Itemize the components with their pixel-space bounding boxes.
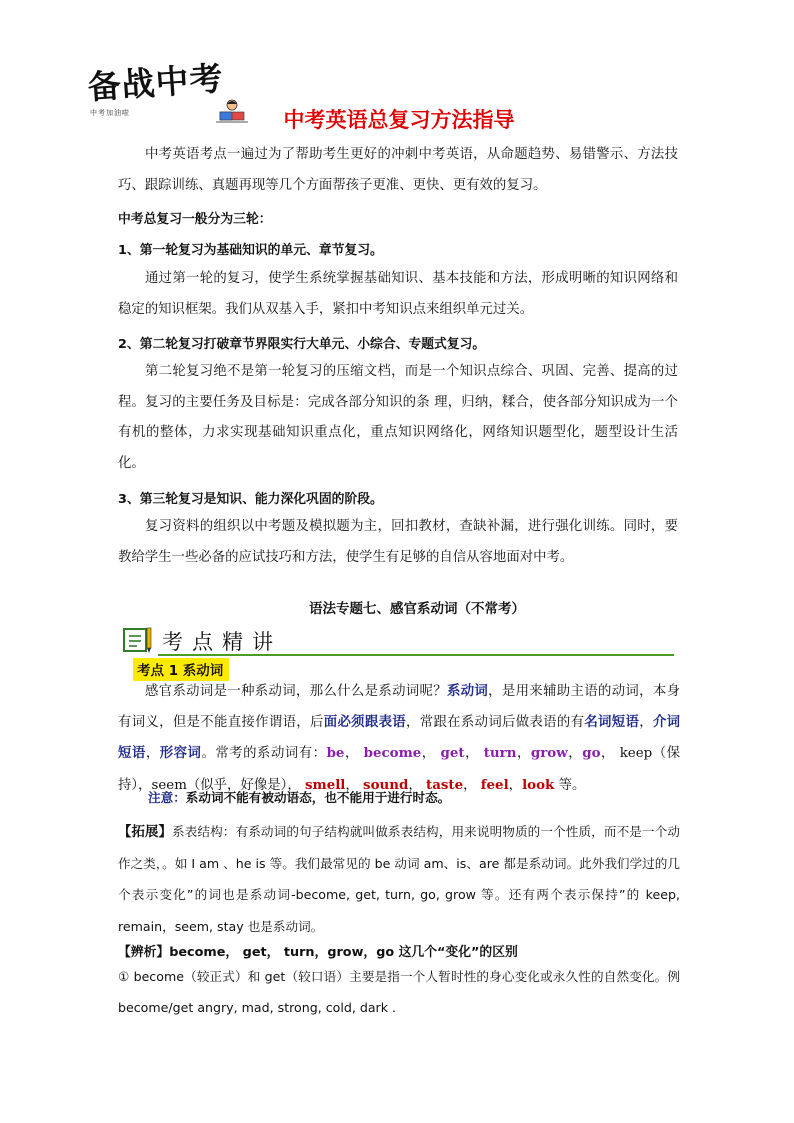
tuozhan-label: 【拓展】 [118, 825, 172, 840]
text-run: 感官系动词是一种系动词，那么什么是系动词呢？ [145, 684, 447, 699]
round-1-body: 通过第一轮的复习，使学生系统掌握基础知识、基本技能和方法，形成明晰的知识网络和稳定的知识框架。我们从双基入手，紧扣中考知识点来组织单元过关。 [118, 271, 678, 317]
term-adjective: 形容词 [159, 746, 202, 761]
round-3-body: 复习资料的组织以中考题及模拟题为主，回扣教材，查缺补漏，进行强化训练。同时，要教给学生一些必备的应试技巧和方法，使学生有足够的自信从容地面对中考。 [118, 519, 678, 565]
tuozhan-paragraph [118, 817, 680, 943]
document-title: 中考英语总复习方法指导 [283, 108, 515, 132]
round-2-body: 第二轮复习绝不是第一轮复习的压缩文档，而是一个知识点综合、巩固、完善、提高的过程。复习的主要任务及目标是：完成各部分知识的条 理，归纳，糅合，使各部分知识成为一个有机的整体，力求实现基础知识重点化，重点知识网络化，网络知识题型化，题型设计生活化。 [118, 364, 678, 471]
term-prep-phrase: 介词短语 [118, 714, 681, 761]
term-noun-phrase: 名词短语 [584, 714, 640, 730]
kaodian-banner-text: 考点精讲 [162, 630, 282, 654]
verb-grow: grow [530, 745, 568, 761]
verb-smell: smell [304, 776, 346, 793]
item-1: ① become（较正式）和 get（较口语）主要是指一个人暂时性的身心变化或永久性的自然变化。例 become/get angry, mad, strong, cold, dark . [118, 969, 680, 1015]
text-run: 。常考的系动词有： [201, 746, 327, 761]
verb-feel: feel [480, 776, 509, 793]
kaodian-label: 考点 1 系动词 [133, 658, 229, 681]
rounds-heading: 中考总复习一般分为三轮： [118, 212, 272, 227]
text-run: keep（保持），seem（似乎，好像是）， [118, 746, 681, 793]
note-label: 注意： [148, 790, 186, 805]
bianxi-text: become， get， turn，grow，go 这几个“变化”的区别 [169, 945, 518, 960]
text-run: ，是用来辅助主语的动词，本身有词义，但是不能直接作谓语，后 [118, 684, 681, 730]
verb-become: become [363, 745, 422, 761]
term-linking-verb: 系动词 [446, 684, 489, 699]
book-icon [122, 626, 154, 654]
text-run: 等。 [558, 777, 586, 793]
verb-sound: sound [363, 776, 409, 793]
round-3-heading: 3、第三轮复习是知识、能力深化巩固的阶段。 [118, 492, 383, 507]
verb-go: go [582, 745, 601, 761]
round-1-heading: 1、第一轮复习为基础知识的单元、章节复习。 [118, 243, 383, 258]
logo-subtitle: 中考加油啦 [90, 109, 130, 117]
verb-taste: taste [426, 776, 464, 793]
logo-text: 备战中考 [86, 58, 225, 107]
intro-paragraph: 中考英语考点一遍过为了帮助考生更好的冲刺中考英语，从命题趋势、易错警示、方法技巧、跟踪训练、真题再现等几个方面帮孩子更准、更快、更有效的复习。 [118, 147, 678, 193]
verb-be: be [326, 745, 345, 761]
round-2-heading: 2、第二轮复习打破章节界限实行大单元、小综合、专题式复习。 [118, 337, 486, 352]
verb-get: get [440, 745, 465, 761]
kaodian-banner [122, 626, 674, 656]
text-run: ， [639, 714, 653, 730]
linking-verb-paragraph: 感官系动词是一种系动词，那么什么是系动词呢？系动词，是用来辅助主语的动词，本身有词义，但是不能直接作谓语，后面必须跟表语，常跟在系动词后做表语的有名词短语，介词短语，形容词。常考的系动词有：be， become， get， turn，grow，go， keep（保持），seem（似乎，好像是）， smell， sound， taste， feel，look 等。 [118, 684, 681, 793]
bianxi-heading [118, 941, 518, 960]
verb-turn: turn [483, 745, 517, 761]
verb-look: look [522, 776, 555, 793]
tuozhan-text: 系表结构：有系动词的句子结构就叫做系表结构，用来说明物质的一个性质，而不是一个动作之类，。如 I am 、he is 等。我们最常见的 be 动词 am、is、are 都是系动词。此外我们学过的几个表示变化”的词也是系动词-become, get, turn, go, grow 等。还有两个表示保持”的 keep, remain，seem, stay 也是系动词。 [118, 824, 681, 934]
note [148, 787, 450, 806]
banner-underline [158, 654, 674, 656]
note-text: 系动词不能有被动语态，也不能用于进行时态。 [185, 790, 451, 805]
text-run: ， [145, 746, 160, 761]
section-title: 语法专题七、感官系动词（不常考） [309, 601, 525, 617]
bianxi-label: 【辨析】 [118, 945, 170, 960]
text-run: ，常跟在系动词后做表语的有 [406, 714, 585, 730]
term-predicative: 面必须跟表语 [323, 714, 407, 730]
